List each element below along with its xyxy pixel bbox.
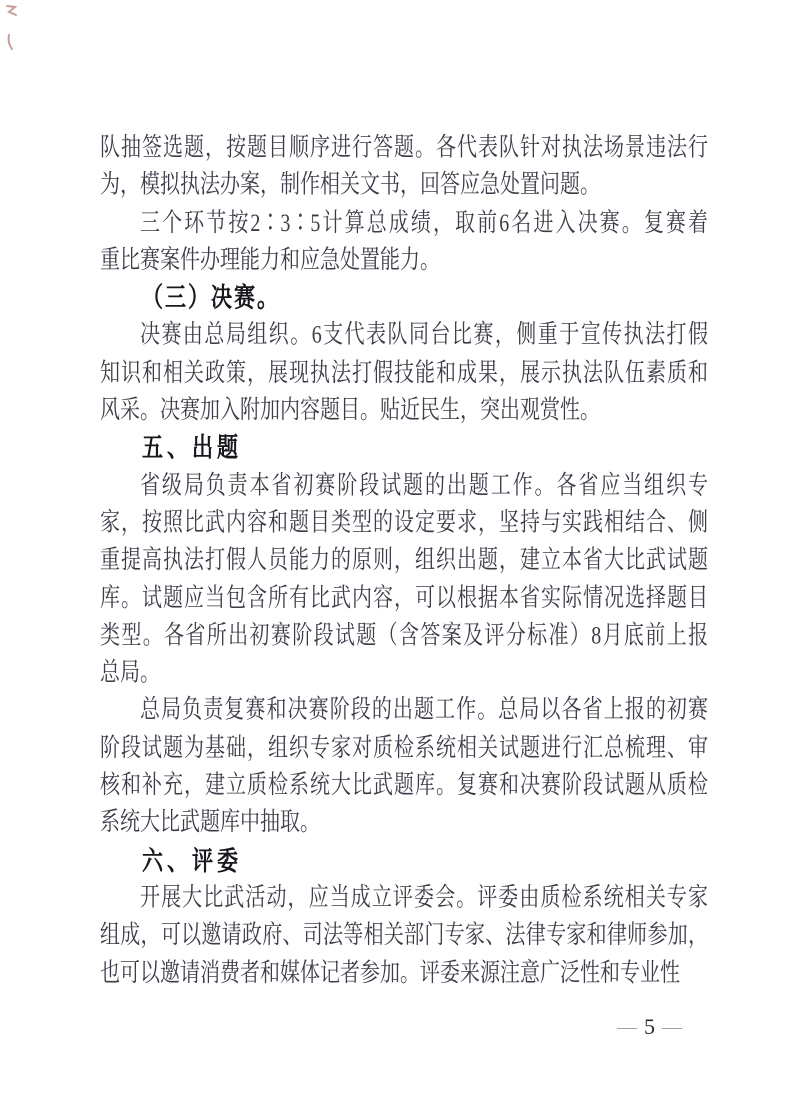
text-line: 重比赛案件办理能力和应急处置能力。	[100, 246, 440, 275]
text-line: 家，按照比武内容和题目类型的设定要求，坚持与实践相结合、侧	[100, 508, 708, 537]
text-line: 省级局负责本省初赛阶段试题的出题工作。各省应当组织专	[140, 471, 708, 500]
text-line: 队抽签选题，按题目顺序进行答题。各代表队针对执法场景违法行	[100, 133, 708, 162]
text-line: 组成，可以邀请政府、司法等相关部门专家、法律专家和律师参加，	[100, 921, 708, 950]
paragraph	[100, 468, 708, 693]
text-line: 开展大比武活动，应当成立评委会。评委由质检系统相关专家	[140, 883, 708, 912]
text-line: 总局。	[100, 658, 160, 687]
heading	[100, 430, 708, 468]
paragraph	[100, 318, 708, 431]
text-line: 重提高执法打假人员能力的原则，组织出题，建立本省大比武试题	[100, 546, 708, 575]
text-line: 三个环节按2∶3∶5计算总成绩，取前6名进入决赛。复赛着	[140, 208, 708, 237]
text-line: 知识和相关政策，展现执法打假技能和成果，展示执法队伍素质和	[100, 358, 708, 387]
page-content	[100, 130, 708, 993]
text-line: 六、评委	[142, 846, 242, 876]
text-line: （三）决赛。	[142, 283, 280, 314]
text-line: 库。试题应当包含所有比武内容，可以根据本省实际情况选择题目	[100, 583, 708, 612]
text-line: 也可以邀请消费者和媒体记者参加。评委来源注意广泛性和专业性	[100, 958, 680, 987]
paragraph	[100, 130, 708, 205]
scan-mark-bottom	[3, 33, 17, 51]
subheading	[100, 280, 708, 318]
text-line: 系统大比武题库中抽取。	[100, 808, 320, 837]
page-number	[617, 1016, 682, 1038]
text-line: 五、出题	[142, 433, 242, 464]
paragraph	[100, 205, 708, 280]
page-number-left-dash: —	[617, 1016, 637, 1038]
text-line: 风采。决赛加入附加内容题目。贴近民生，突出观赏性。	[100, 396, 600, 425]
page-number-value: 5	[644, 1014, 655, 1039]
heading	[100, 843, 708, 881]
text-line: 为，模拟执法办案，制作相关文书，回答应急处置问题。	[100, 171, 600, 200]
text-line: 核和补充，建立质检系统大比武题库。复赛和决赛阶段试题从质检	[100, 771, 708, 800]
text-line: 类型。各省所出初赛阶段试题（含答案及评分标准）8月底前上报	[100, 621, 708, 650]
text-line: 阶段试题为基础，组织专家对质检系统相关试题进行汇总梳理、审	[100, 733, 708, 762]
page-number-right-dash: —	[662, 1016, 682, 1038]
paragraph	[100, 880, 708, 993]
paragraph	[100, 693, 708, 843]
scan-mark-top	[4, 3, 20, 19]
text-line: 总局负责复赛和决赛阶段的出题工作。总局以各省上报的初赛	[140, 696, 708, 725]
text-line: 决赛由总局组织。6支代表队同台比赛，侧重于宣传执法打假	[140, 321, 708, 350]
